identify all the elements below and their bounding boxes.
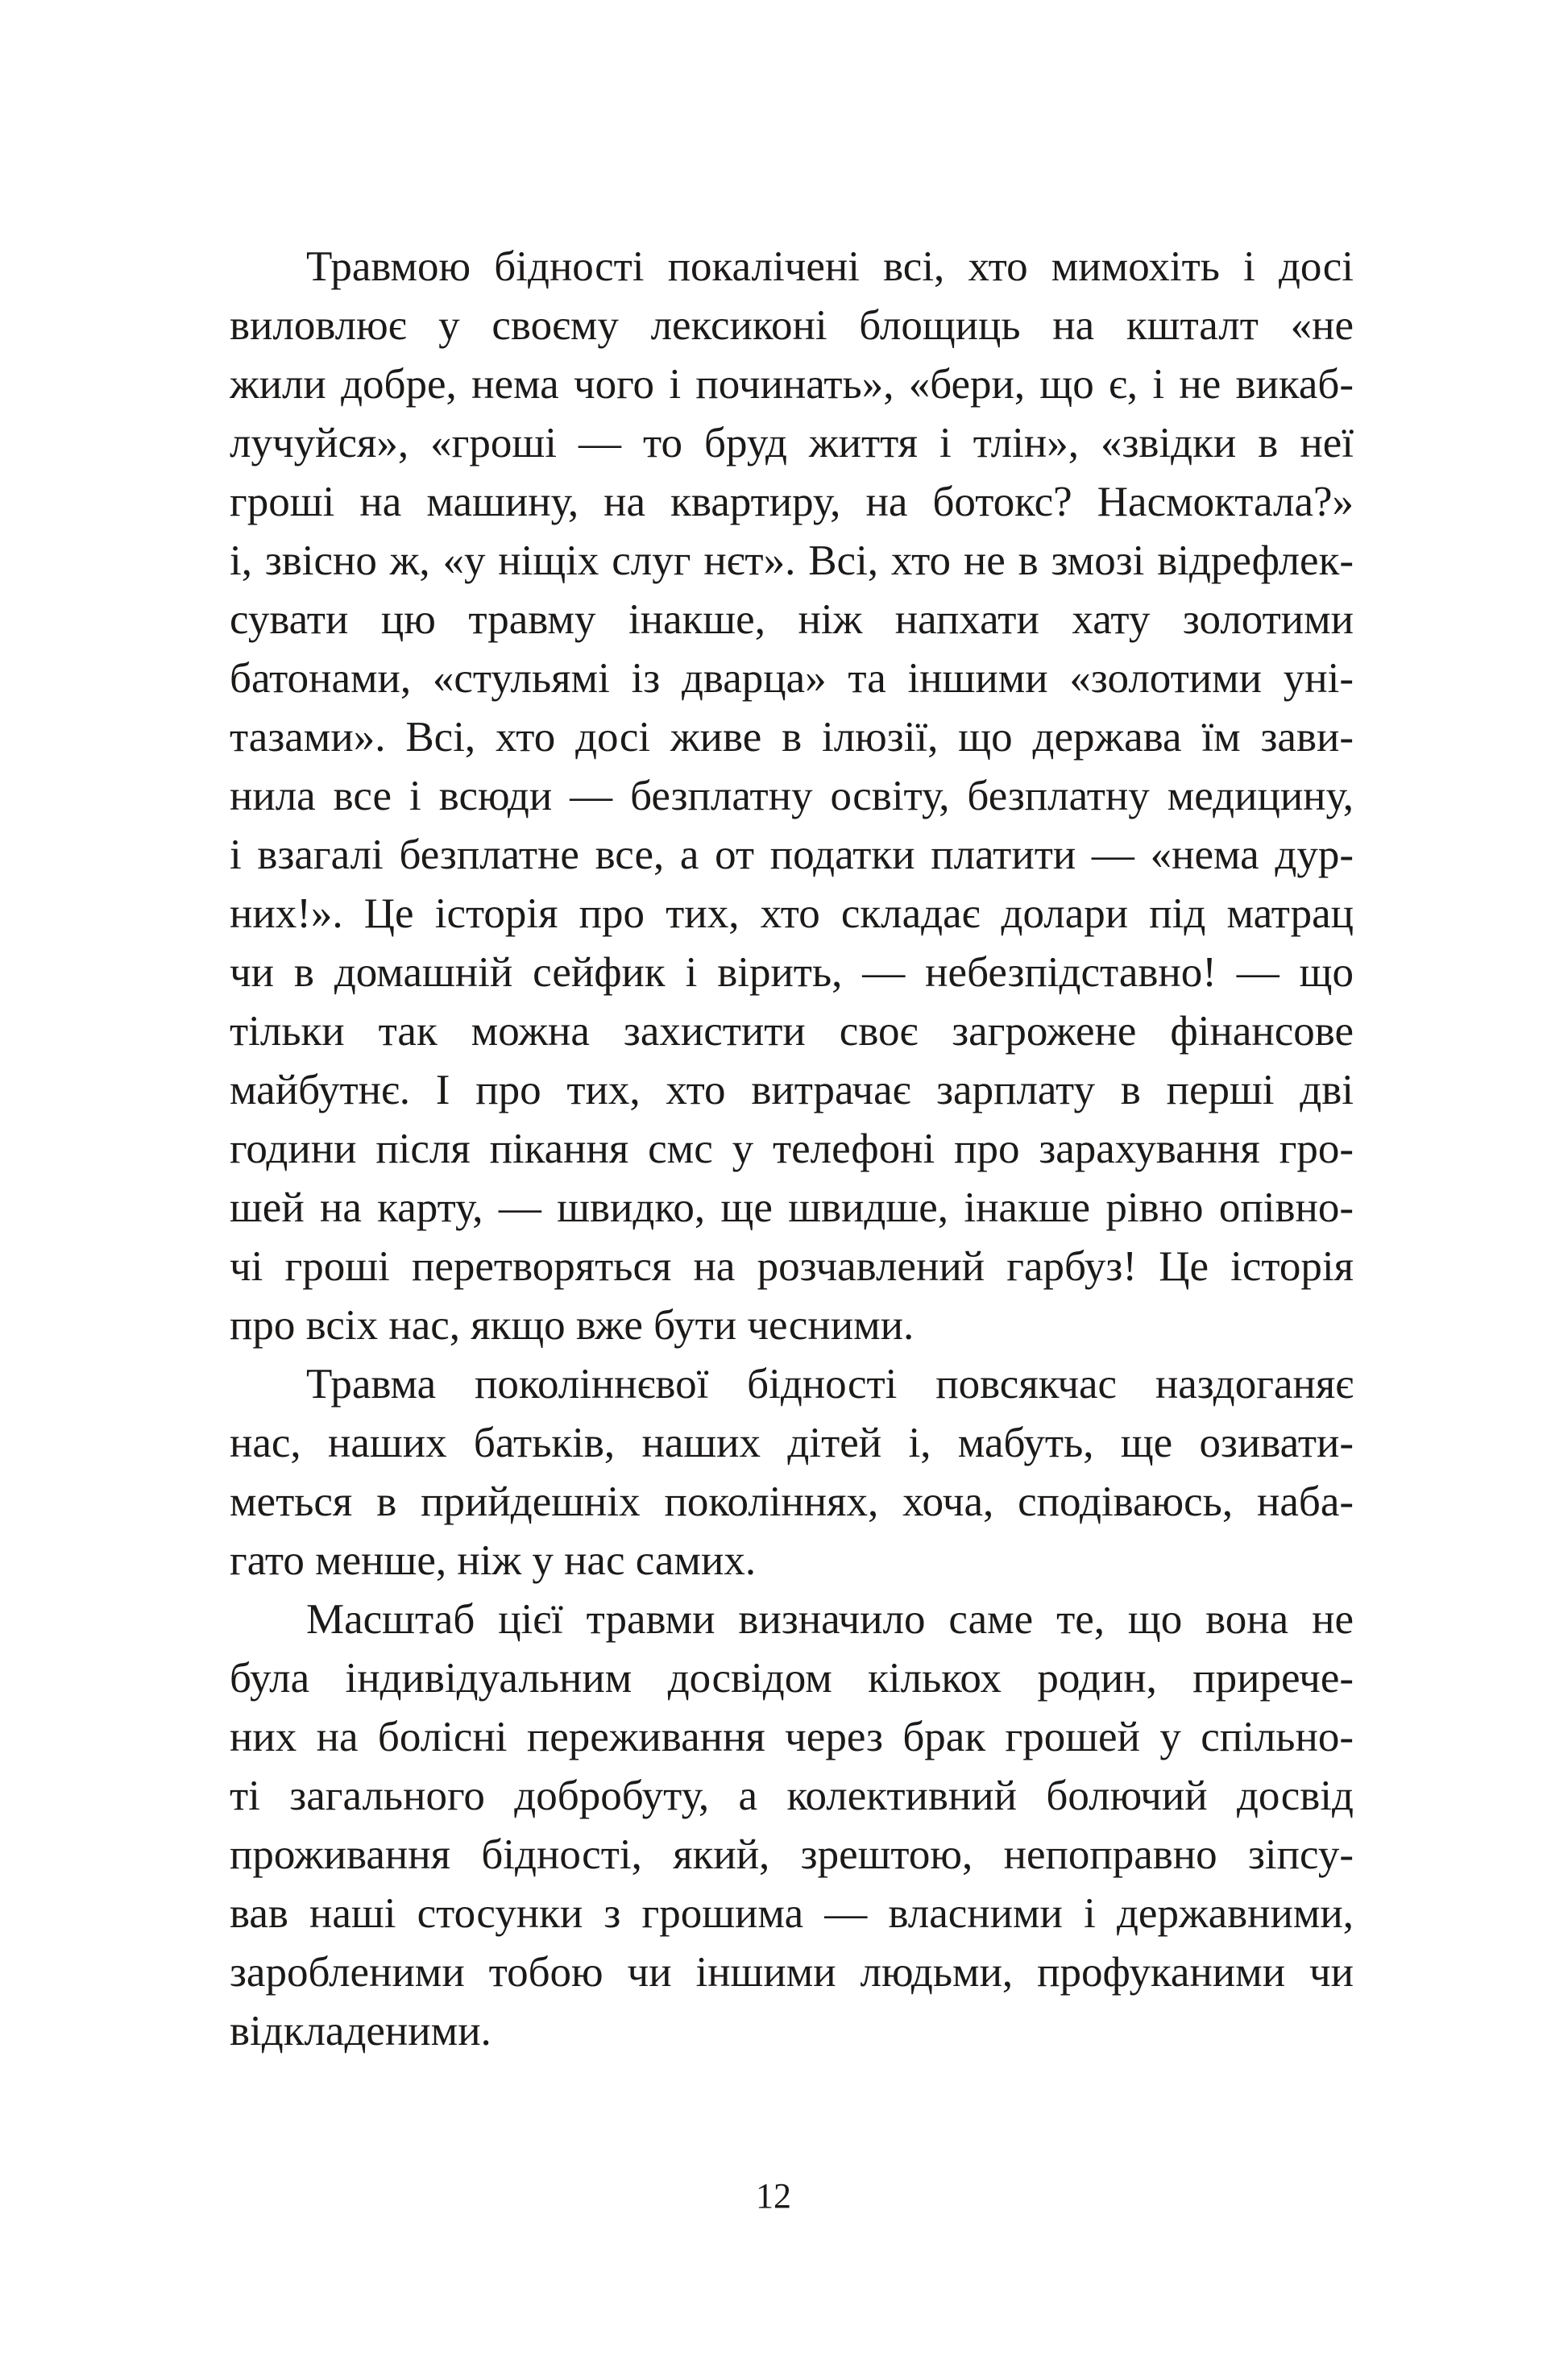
- text-line: шей на карту, — швидко, ще швидше, інакше рівно опівно-: [230, 1184, 1354, 1231]
- text-line: і, звісно ж, «у ніщіх слуг нєт». Всі, хто не в змозі відрефлек-: [230, 537, 1354, 584]
- text-line: них!». Це історія про тих, хто складає долари під матрац: [230, 890, 1354, 937]
- text-line: нас, наших батьків, наших дітей і, мабуть, ще озивати-: [230, 1420, 1354, 1466]
- text-line: і взагалі безплатне все, а от податки платити — «нема дур-: [230, 831, 1354, 878]
- text-line: батонами, «стульямі із дварца» та іншими «золотими уні-: [230, 655, 1354, 702]
- text-line: заробленими тобою чи іншими людьми, профуканими чи: [230, 1949, 1354, 1996]
- text-line: Масштаб цієї травми визначило саме те, що вона не: [306, 1596, 1354, 1643]
- text-line: години після пікання смс у телефоні про зарахування гро-: [230, 1126, 1354, 1172]
- text-line: Травмою бідності покалічені всі, хто мимохіть і досі: [306, 243, 1354, 290]
- text-line: проживання бідності, який, зрештою, непоправно зіпсу-: [230, 1831, 1354, 1878]
- text-line: виловлює у своєму лексиконі блощиць на кшталт «не: [230, 302, 1354, 349]
- text-line: чи в домашній сейфик і вірить, — небезпідставно! — що: [230, 949, 1354, 996]
- text-line: чі гроші перетворяться на розчавлений гарбуз! Це історія: [230, 1243, 1354, 1290]
- text-line: про всіх нас, якщо вже бути чесними.: [230, 1302, 915, 1349]
- text-line: відкладеними.: [230, 2008, 491, 2055]
- text-line: тазами». Всі, хто досі живе в ілюзії, що держава їм зави-: [230, 714, 1354, 761]
- text-line: гроші на машину, на квартиру, на ботокс? Насмоктала?»: [230, 479, 1354, 525]
- text-line: була індивідуальним досвідом кількох родин, прирече-: [230, 1655, 1354, 1702]
- text-line: Травма поколіннєвої бідності повсякчас наздоганяє: [306, 1361, 1354, 1408]
- text-line: лучуйся», «гроші — то бруд життя і тлін», «звідки в неї: [230, 420, 1354, 466]
- page-number: 12: [756, 2176, 791, 2216]
- text-line: сувати цю травму інакше, ніж напхати хату золотими: [230, 596, 1354, 643]
- text-line: вав наші стосунки з грошима — власними і державними,: [230, 1890, 1354, 1937]
- text-line: ті загального добробуту, а колективний болючий досвід: [230, 1773, 1354, 1819]
- text-line: нила все і всюди — безплатну освіту, безплатну медицину,: [230, 773, 1354, 819]
- text-line: майбутнє. І про тих, хто витрачає зарплату в перші дві: [230, 1067, 1354, 1113]
- body-text: [230, 238, 1354, 2061]
- text-line: них на болісні переживання через брак грошей у спільно-: [230, 1714, 1354, 1760]
- text-line: жили добре, нема чого і починать», «бери, що є, і не викаб-: [230, 361, 1354, 408]
- text-line: меться в прийдешніх поколіннях, хоча, сподіваюсь, наба-: [230, 1478, 1354, 1525]
- text-line: гато менше, ніж у нас самих.: [230, 1537, 757, 1584]
- text-line: тільки так можна захистити своє загрожене фінансове: [230, 1008, 1354, 1055]
